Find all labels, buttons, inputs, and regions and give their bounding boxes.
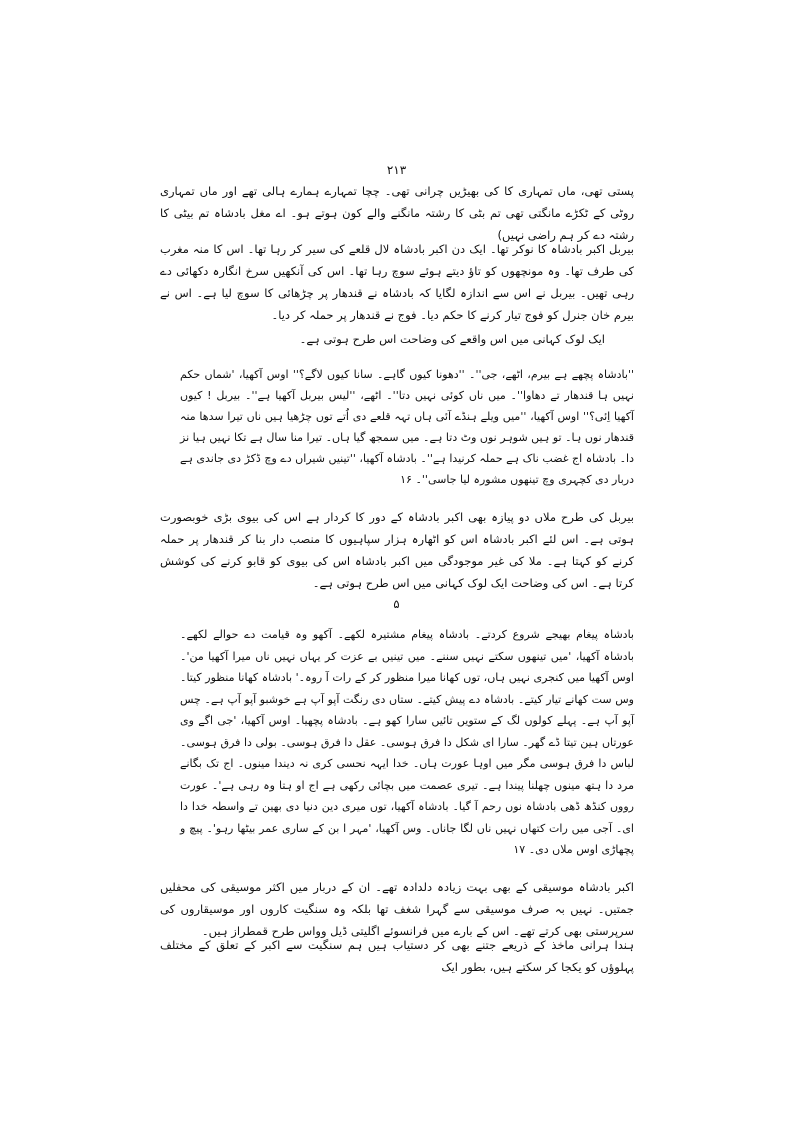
paragraph-text: ہندا ہرانی ماخذ کے ذریعے جتنے بھی کر دستیاب ہیں ہم سنگیت سے اکبر کے تعلق کے مختلف پہلوؤں کو یکجا کر سکتے ہیں، بطور ایک	[160, 938, 634, 974]
paragraph-text: اکبر بادشاہ موسیقی کے بھی بہت زیادہ دلدادہ تھے۔ ان کے دربار میں اکثر موسیقی کی محفلیں جمتیں۔ نہیں بہ صرف موسیقی سے گہرا شغف تھا بلکہ وہ سنگیت کاروں اور موسیقاروں کی سرپرستی بھی کرتے تھے۔ اس کے بارے میں فرانسوئے اگلیتی ڈیل وواس طرح قمطراز ہیں۔	[160, 880, 634, 938]
paragraph-opening	[160, 180, 634, 246]
paragraph-mullah	[160, 506, 634, 594]
section-number: ۵	[393, 597, 400, 611]
paragraph-text: ایک لوک کہانی میں اس واقعے کی وضاحت اس طرح ہوتی ہے۔	[299, 332, 605, 346]
quote-text: ''بادشاہ پچھے ہے بیرم، اٹھے، جی''۔ ''دھونا کیوں گاہے۔ سانا کیوں لاگے؟'' اوس آکھیا، 'شماں حکم نہیں ہا قندھار تے دھاوا''۔ میں ناں کوئی نہیں دتا''۔ اٹھے، ''لیس بیربل آکھیا ہے''۔ بیربل ! کیوں آکھیا اِئی؟'' اوس آکھیا، ''میں ویلے ہنڈے آئی ہاں تہہ قلعے دی اُتے توں چڑھیا ہیں ناں تیرا سدھا منہ قندھار نوں ہا۔ تو ہیں شوہر نوں وٹ دتا ہے۔ میں سمجھ گیا ہاں۔ تیرا منا سال ہے تکا نہیں ہیا نز دا۔ بادشاہ اج غضب ناک ہے حملہ کرنیدا ہے''۔ بادشاہ آکھیا، ''تینیں شیراں دے وچ ڈکڑ دی جاندی ہے دربار دی کچہری وچ تینھوں مشورہ لیا جاسی''۔ ۱۶	[180, 368, 634, 486]
quote-text: بادشاہ پیغام بھیجے شروع کردتے۔ بادشاہ پیغام مشتیرہ لکھے۔ آکھو وہ قیامت دے حوالے لکھے۔ بادشاہ آکھیا، 'میں تینھوں سکتے نہیں سننے۔ میں تینیں بے عزت کر یہاں نہیں ناں میرا آکھیا من'۔ اوس آکھیا میں کنجری نہیں ہاں، توں کھانا میرا منظور کر کے رات آ روہ۔' بادشاہ کھانا منظور کیتا۔ وس ست کھانے تیار کیتے۔ بادشاہ دے پیش کیتے۔ ستاں دی رنگت آپو آپ ہے خوشبو آپو آپ ہے۔ چس آپو آپ ہے۔ پہلے کولوں لگ کے ستویں تائیں سارا کھو ہے۔ بادشاہ پچھیا۔ اوس آکھیا، 'جی اگے وی عورتاں ہین تیتا ڈے گھر۔ سارا ای شکل دا فرق ہوسی۔ عقل دا فرق ہوسی۔ بولی دا فرق ہوسی۔ لباس دا فرق ہوسی مگر میں اوہا عورت ہاں۔ خدا ایہہ نحسی کری نہ دیندا مینوں۔ اج تک بگانے مرد دا ہتھ مینوں چھلنا پیندا ہے۔ تیری عصمت میں بچائی رکھی ہے اج او ہتا وہ رہی ہے'۔ عورت رووں کنڈھ ڈھی بادشاہ نوں رحم آ گیا۔ بادشاہ آکھیا، توں میری دین دنیا دی بھین تے واسطہ خدا دا ای۔ آجی میں رات کتھاں نہیں ناں لگا جاناں۔ وس آکھیا، 'مہر ا بن کے ساری عمر بیٹھا رہو'۔ پیچ و پچھاڑی اوس ملاں دی۔ ۱۷	[180, 628, 634, 856]
paragraph-folk-intro	[160, 328, 605, 350]
folk-quote-birbal	[180, 364, 634, 490]
paragraph-text: پستی تھی، ماں تمہاری کا کی بھیڑیں چرانی تھی۔ چچا تمہارے ہمارے ہالی تھے اور ماں تمہاری روٹی کے ٹکڑے مانگتی تھی تم بٹی کا رشتہ مانگنے والے کون ہوتے ہو۔ اے مغل بادشاہ تم بیٹی کا رشتہ دے کر ہم راضی نہیں)	[160, 184, 634, 242]
paragraph-sources	[160, 934, 634, 978]
folk-quote-mullah	[180, 624, 634, 861]
paragraph-text: بیربل اکبر بادشاہ کا نوکر تھا۔ ایک دن اکبر بادشاہ لال قلعے کی سیر کر رہا تھا۔ اس کا منہ مغرب کی طرف تھا۔ وہ مونچھوں کو تاؤ دیتے ہوئے سوچ رہا تھا۔ اس کی آنکھیں سرخ انگارہ دکھائی دے رہی تھیں۔ بیربل نے اس سے اندازہ لگایا کہ بادشاہ نے قندھار پر چڑھائی کا سوچ لیا ہے۔ اس نے بیرم خان جنرل کو فوج تیار کرنے کا حکم دیا۔ فوج نے قندھار پر حملہ کر دیا۔	[160, 242, 634, 322]
paragraph-birbal	[160, 238, 634, 326]
paragraph-music	[160, 876, 634, 942]
page-number: ۲۱۳	[386, 163, 407, 177]
paragraph-text: بیربل کی طرح ملاں دو پیازہ بھی اکبر بادشاہ کے دور کا کردار ہے اس کی بیوی بڑی خوبصورت ہوتی ہے۔ اس لئے اکبر بادشاہ اس کو اٹھارہ ہزار سپاہیوں کا منصب دار بنا کر قندھار پر حملہ کرنے کو کہتا ہے۔ ملا کی غیر موجودگی میں اکبر بادشاہ اس کی بیوی کو قابو کرنے کی کوشش کرتا ہے۔ اس کی وضاحت ایک لوک کہانی میں اس طرح ہوتی ہے۔	[160, 510, 634, 590]
